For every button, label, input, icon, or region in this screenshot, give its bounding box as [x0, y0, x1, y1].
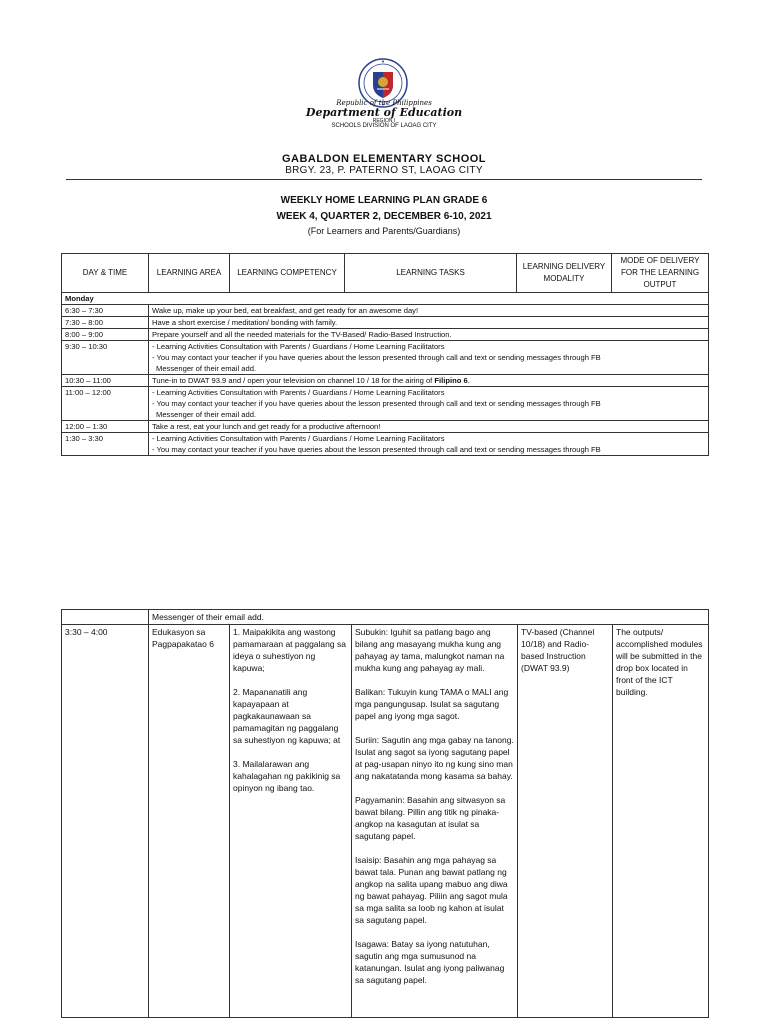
row-activity: Prepare yourself and all the needed materials for the TV-Based/ Radio-Based Instruction. — [149, 329, 709, 341]
task-item: Suriin: Sagutin ang mga gabay na tanong. Isulat ang sagot sa iyong sagutang papel at pag-usapan ninyo ito ng kung sino man ang nakatatanda mong kasama sa bahay. — [355, 735, 514, 781]
region-label: REGION I — [372, 118, 396, 124]
plan-audience: (For Learners and Parents/Guardians) — [307, 226, 461, 236]
row-time: 1:30 – 3:30 — [62, 433, 149, 456]
table-row — [62, 341, 709, 375]
competency-item: 3. Mailalarawan ang kahalagahan ng pakikinig sa opinyon ng ibang tao. — [233, 759, 341, 793]
row-learning-area: Edukasyon sa Pagpapakatao 6 — [149, 625, 230, 1018]
row-output: The outputs/ accomplished modules will be submitted in the drop box located in front of the ICT building. — [613, 625, 709, 1018]
row-modality: TV-based (Channel 10/18) and Radio-based Instruction (DWAT 93.9) — [518, 625, 613, 1018]
row-activity: Messenger of their email add. — [149, 610, 709, 625]
day-row — [62, 293, 709, 305]
row-time: 9:30 – 10:30 — [62, 341, 149, 375]
header-output-delivery: MODE OF DELIVERY FOR THE LEARNING OUTPUT — [612, 254, 709, 293]
row-competencies — [230, 625, 352, 1018]
school-address: BRGY. 23, P. PATERNO ST, LAOAG CITY — [285, 165, 483, 176]
header-learning-tasks: LEARNING TASKS — [345, 254, 517, 293]
header-learning-competency: LEARNING COMPETENCY — [230, 254, 345, 293]
activity-line: - Learning Activities Consultation with Parents / Guardians / Home Learning Facilitators — [152, 434, 445, 443]
activity-line: - Learning Activities Consultation with Parents / Guardians / Home Learning Facilitators — [152, 342, 445, 351]
plan-week: WEEK 4, QUARTER 2, DECEMBER 6-10, 2021 — [276, 211, 492, 222]
header-delivery-modality: LEARNING DELIVERY MODALITY — [517, 254, 612, 293]
activity-line: Messenger of their email add. — [156, 364, 257, 373]
row-time: 6:30 – 7:30 — [62, 305, 149, 317]
row-tasks — [352, 625, 518, 1018]
department-name: Department of Education — [305, 106, 463, 119]
row-activity: Wake up, make up your bed, eat breakfast, and get ready for an awesome day! — [149, 305, 709, 317]
task-item: Isagawa: Batay sa iyong natutuhan, sagutin ang mga sumusunod na katanungan. Isulat ang iyong paliwanag sa sagutang papel. — [355, 939, 505, 985]
activity-text: Tune-in to DWAT 93.9 and / open your television on channel 10 / 18 for the airing of — [152, 376, 435, 385]
activity-text-end: . — [467, 376, 470, 385]
row-activity: Take a rest, eat your lunch and get ready for a productive afternoon! — [149, 421, 709, 433]
plan-title: WEEKLY HOME LEARNING PLAN GRADE 6 — [280, 195, 488, 206]
header-learning-area: LEARNING AREA — [149, 254, 230, 293]
table-row — [62, 317, 709, 329]
header-day-time: DAY & TIME — [62, 254, 149, 293]
row-time: 3:30 – 4:00 — [62, 625, 149, 1018]
learning-plan-table-continued — [61, 609, 709, 1018]
activity-line: Messenger of their email add. — [156, 410, 257, 419]
table-row — [62, 329, 709, 341]
table-row — [62, 433, 709, 456]
table-row — [62, 421, 709, 433]
activity-line: - You may contact your teacher if you have queries about the lesson presented through call and text or sending messages through FB — [152, 353, 601, 362]
school-name: GABALDON ELEMENTARY SCHOOL — [281, 153, 487, 165]
row-time — [62, 610, 149, 625]
competency-item: 2. Mapananatili ang kapayapaan at pagkakaunawaan sa pamamagitan ng paggalang sa suhestiyon ng kapuwa; at — [233, 687, 341, 745]
table-row — [62, 387, 709, 421]
activity-line: - You may contact your teacher if you have queries about the lesson presented through call and text or sending messages through FB — [152, 445, 601, 454]
table-row — [62, 375, 709, 387]
task-item: Subukin: Iguhit sa patlang bago ang bilang ang masayang mukha kung ang pahayag ay tama, malungkot naman na mukha kung ang pahayag ay mali. — [355, 627, 505, 673]
division-label: SCHOOLS DIVISION OF LAOAG CITY — [331, 123, 437, 129]
activity-line: - You may contact your teacher if you have queries about the lesson presented through call and text or sending messages through FB — [152, 399, 601, 408]
row-time: 7:30 – 8:00 — [62, 317, 149, 329]
row-activity: Have a short exercise / meditation/ bonding with family. — [149, 317, 709, 329]
table-row — [62, 625, 709, 1018]
row-activity — [149, 375, 709, 387]
activity-line: - Learning Activities Consultation with Parents / Guardians / Home Learning Facilitators — [152, 388, 445, 397]
table-row — [62, 610, 709, 625]
republic-label: Republic of the Philippines — [336, 99, 432, 107]
row-activity — [149, 341, 709, 375]
task-item: Balikan: Tukuyin kung TAMA o MALI ang mga pangungusap. Isulat sa sagutang papel ang iyong mga sagot. — [355, 687, 509, 721]
row-activity — [149, 433, 709, 456]
task-item: Isaisip: Basahin ang mga pahayag sa bawat tala. Punan ang bawat patlang ng angkop na salita upang mabuo ang diwa ng bawat pahayag. Piliin ang sagot mula sa mga salita sa loob ng kahon at isulat sa sagutang papel. — [355, 855, 508, 925]
row-time: 11:00 – 12:00 — [62, 387, 149, 421]
header-divider — [66, 179, 702, 180]
table-header-row — [62, 254, 709, 293]
learning-plan-table — [61, 253, 709, 456]
table-row — [62, 305, 709, 317]
row-time: 10:30 – 11:00 — [62, 375, 149, 387]
row-time: 12:00 – 1:30 — [62, 421, 149, 433]
row-activity — [149, 387, 709, 421]
subject-name: Filipino 6 — [434, 376, 468, 385]
competency-item: 1. Maipakikita ang wastong pamamaraan at paggalang sa ideya o suhestiyon ng kapuwa; — [233, 627, 346, 673]
day-label: Monday — [62, 293, 709, 305]
row-time: 8:00 – 9:00 — [62, 329, 149, 341]
task-item: Pagyamanin: Basahin ang sitwasyon sa bawat bilang. Pillin ang titik ng pinaka-angkop na kasagutan at isulat sa sagutang papel. — [355, 795, 506, 841]
